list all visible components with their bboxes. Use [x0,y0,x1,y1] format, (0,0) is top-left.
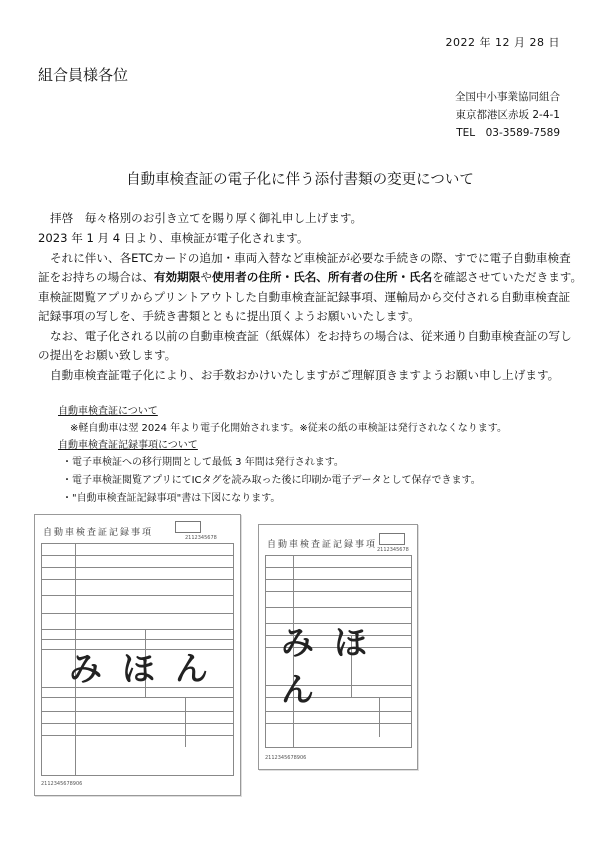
intro-date-line: 2023 年 1 月 4 日より、車検証が電子化されます。 [38,231,309,245]
sender-address: 東京都港区赤坂 2-4-1 [455,109,560,121]
body-paragraph-4-line-1: 車検証閲覧アプリからプリントアウトした自動車検査証記録事項、運輸局から交付される自動車検査証 [38,290,571,304]
sender-tel: TEL 03-3589-7589 [456,127,560,139]
bullet-marker: ・ [62,457,72,468]
bullet-text: 電子車検証閲覧アプリにてICタグを読み取った後に印刷か電子データとして保存できます。 [72,475,481,486]
letter-date: 2022 年 12 月 28 日 [445,36,560,49]
sender-organization: 全国中小事業協同組合 [455,91,560,103]
greeting: 拝啓 毎々格別のお引き立てを賜り厚く御礼申し上げます。 [50,211,363,225]
bullet-text: 電子車検証への移行期間として最低 3 年間は発行されます。 [72,457,344,468]
emphasis-expiry: 有効期限 [153,270,201,284]
form-footer-code: 2112345678906 [265,755,307,761]
form-footer-code: 2112345678906 [41,781,83,787]
body-paragraph-3-line-2 [38,268,582,288]
bullet-item [62,489,280,504]
sample-watermark: みほん [69,649,228,688]
sample-form-right [258,524,418,770]
form-stamp-box [379,533,405,545]
bullet-marker: ・ [62,475,72,486]
addressee: 組合員様各位 [38,66,129,84]
bullet-item [62,453,344,468]
form-number: 2112345678 [377,547,409,553]
body-paragraph-4-line-2: 記録事項の写しを、手続き書類とともに提出頂くようお願いいたします。 [38,309,420,323]
text-segment: や [200,270,212,284]
form-title: 自動車検査証記録事項 [267,540,378,550]
text-segment: を確認させていただきます。 [432,270,583,284]
body-paragraph-5-line-1: なお、電子化される以前の自動車検査証（紙媒体）をお持ちの場合は、従来通り自動車検査証の写し [50,329,572,343]
body-paragraph-5-line-2: の提出をお願い致します。 [38,348,177,362]
document-title: 自動車検査証の電子化に伴う添付書類の変更について [126,172,474,188]
bullet-item [62,471,481,486]
form-stamp-box [175,521,201,533]
note-kei-vehicles: ※軽自動車は翌 2024 年より電子化開始されます。※従来の紙の車検証は発行されなくなります。 [70,423,507,434]
bullet-text: "自動車検査証記録事項"書は下図になります。 [72,493,281,504]
sample-watermark: みほん [281,623,387,709]
emphasis-user-owner: 使用者の住所・氏名、所有者の住所・氏名 [211,270,433,284]
sample-form-left [34,514,241,796]
form-title: 自動車検査証記録事項 [43,528,154,538]
section-heading-record-items: 自動車検査証記録事項について [58,440,198,451]
text-segment: 証をお持ちの場合は、 [38,270,154,284]
body-paragraph-3-line-1: それに伴い、各ETCカードの追加・車両入替など車検証が必要な手続きの際、すでに電子自動車検査 [50,251,571,265]
bullet-marker: ・ [62,493,72,504]
form-number: 2112345678 [185,535,217,541]
closing-paragraph: 自動車検査証電子化により、お手数おかけいたしますがご理解頂きますようお願い申し上げます。 [50,368,560,382]
section-heading-inspection-certificate: 自動車検査証について [58,406,158,417]
